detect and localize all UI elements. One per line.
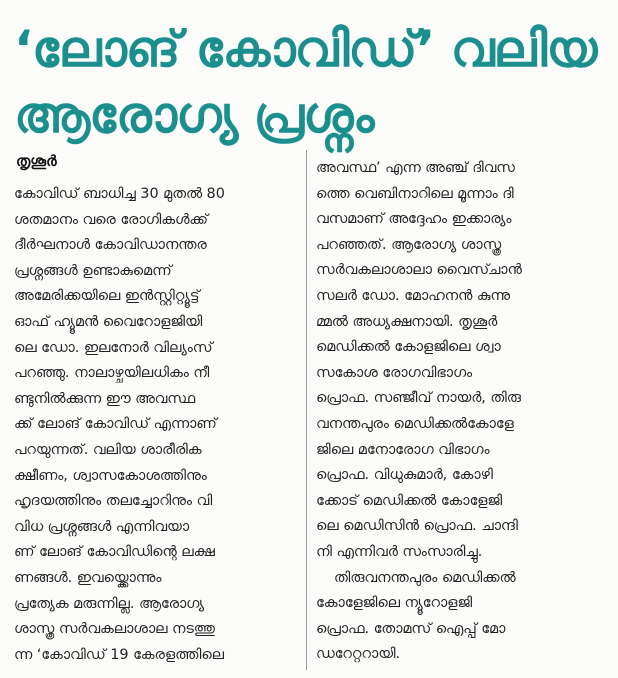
text-line: ണങ്ങൾ. ഇവയ്ക്കൊന്നും bbox=[14, 569, 162, 586]
text-line: കോളേജിലെ ന്യൂറോളജി bbox=[316, 595, 473, 612]
text-line: ദീർഘനാൾ കോവിഡാനന്തര bbox=[14, 237, 207, 254]
text-line: അമേരിക്കയിലെ ഇൻസ്റ്റിറ്റ്യൂട്ട് bbox=[14, 288, 200, 305]
headline bbox=[14, 16, 606, 148]
text-line: ശതമാനം വരെ രോഗികൾക്ക് bbox=[14, 211, 208, 228]
text-line: പറഞ്ഞത്. ആരോഗ്യ ശാസ്ത്ര bbox=[316, 236, 502, 253]
text-line: പ്രൊഫ. തോമസ് ഐപ്പ് മോ bbox=[316, 620, 506, 637]
dateline: തൃശൂർ bbox=[16, 152, 57, 170]
text-line: അവസ്ഥ’ എന്ന അഞ്ച് ദിവസ bbox=[316, 160, 515, 176]
text-line: കോവിഡ് ബാധിച്ച 30 മുതൽ 80 bbox=[14, 186, 225, 202]
text-line: മ്മൽ അധ്യക്ഷനായി. തൃശൂർ bbox=[316, 313, 498, 330]
text-line: പ്രത്യേക മരുന്നില്ല. ആരോഗ്യ bbox=[14, 595, 205, 612]
text-line: പറഞ്ഞു. നാലാഴ്ചയിലധികം നീ bbox=[14, 365, 210, 382]
text-line: ന്ന ‘കോവിഡ് 19 കേരളത്തിലെ bbox=[14, 646, 224, 663]
text-line: മെഡിക്കൽ കോളജിലെ ശ്വാ bbox=[316, 339, 501, 356]
article-column-1 bbox=[14, 182, 300, 668]
text-line: ക്കോട് മെഡിക്കൽ കോളേജി bbox=[316, 492, 503, 509]
text-line: സർവകലാശാലാ വൈസ്ചാൻ bbox=[316, 262, 522, 279]
text-line: പ്രൊഫ. വിധുകുമാർ, കോഴി bbox=[316, 467, 493, 484]
text-line: വനന്തപുരം മെഡിക്കൽകോളേ bbox=[316, 415, 514, 432]
text-line: വിധ പ്രശ്നങ്ങൾ എന്നിവയാ bbox=[14, 518, 190, 535]
text-line: ഹൃദയത്തിനും തലച്ചോറിനും വി bbox=[14, 493, 213, 510]
text-line: നി എന്നിവർ സംസാരിച്ചു. bbox=[316, 543, 483, 560]
text-line: ഡറേറ്ററായി. bbox=[316, 646, 401, 663]
text-line: സലർ ഡോ. മോഹനൻ കുന്നു bbox=[316, 287, 510, 304]
text-line: ജിലെ മനോരോഗ വിഭാഗം bbox=[316, 441, 490, 458]
text-line: ക്ഷീണം, ശ്വാസകോശത്തിനും bbox=[14, 467, 207, 484]
headline-line-1: ‘ലോങ് കോവിഡ്’ വലിയ bbox=[14, 20, 597, 78]
text-line: ലെ മെഡിസിൻ പ്രൊഫ. ചാന്ദി bbox=[316, 518, 518, 535]
text-line: പ്രശ്നങ്ങൾ ഉണ്ടാകുമെന്ന് bbox=[14, 262, 172, 279]
text-line: ക്ക് ലോങ് കോവിഡ് എന്നാണ് bbox=[14, 416, 217, 433]
text-line: തിരുവനന്തപുരം മെഡിക്കൽ bbox=[334, 569, 516, 586]
article-column-2 bbox=[316, 156, 602, 668]
text-line: വസമാണ് അദ്ദേഹം ഇക്കാര്യം bbox=[316, 211, 512, 228]
text-line: പറയുന്നത്. വലിയ ശാരീരിക bbox=[14, 441, 202, 458]
text-line: സകോശ രോഗവിഭാഗം bbox=[316, 364, 473, 381]
text-line: പ്രൊഫ. സഞ്ജീവ് നായർ, തിരു bbox=[316, 390, 521, 407]
text-line: ത്തെ വെബിനാറിലെ മൂന്നാം ദി bbox=[316, 185, 514, 202]
text-line: ഓഫ് ഹ്യൂമൻ വൈറോളജിയി bbox=[14, 313, 203, 330]
text-line: ണ്ടുനിൽക്കുന്ന ഈ അവസ്ഥ bbox=[14, 390, 196, 407]
text-line: ശാസ്ത്ര സർവകലാശാല നടത്തു bbox=[14, 621, 215, 638]
headline-line-2: ആരോഗ്യ പ്രശ്നം bbox=[14, 86, 374, 144]
text-line: ലെ ഡോ. ഇലനോർ വില്യംസ് bbox=[14, 339, 213, 356]
column-divider bbox=[306, 150, 307, 670]
text-line: ണ് ലോങ് കോവിഡിന്റെ ലക്ഷ bbox=[14, 544, 215, 561]
